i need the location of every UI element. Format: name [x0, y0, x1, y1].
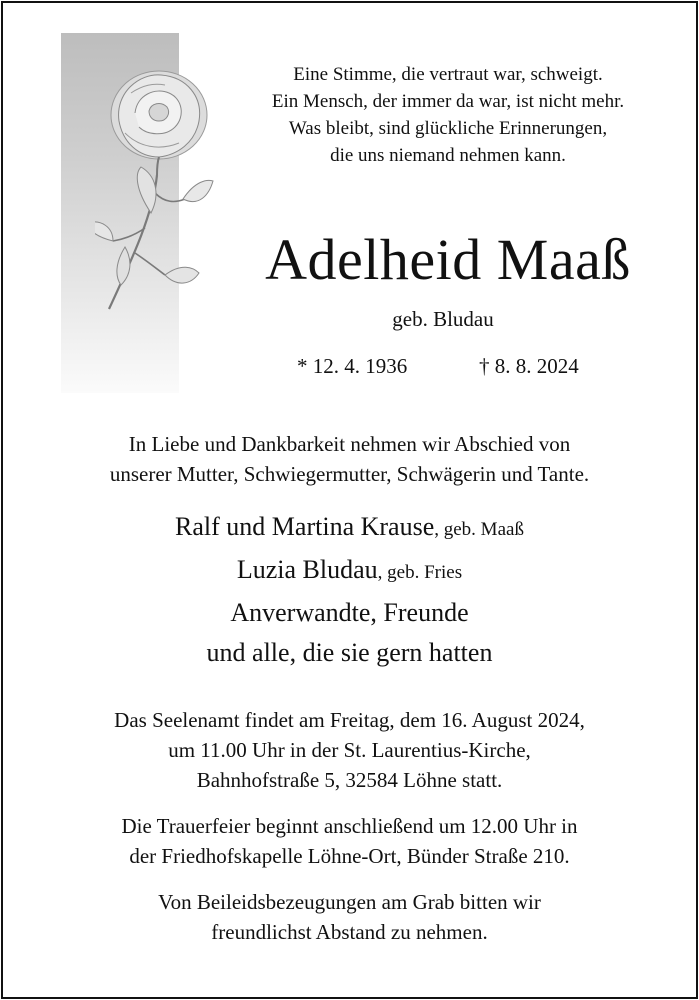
- funeral-details: [13, 811, 686, 871]
- farewell-line: In Liebe und Dankbarkeit nehmen wir Abschied von: [128, 432, 571, 456]
- mourners-list: [13, 507, 686, 673]
- farewell-line: unserer Mutter, Schwiegermutter, Schwägerin und Tante.: [109, 462, 590, 486]
- requiem-line: Das Seelenamt findet am Freitag, dem 16. August 2024,: [114, 708, 585, 732]
- condolence-request: [13, 887, 686, 947]
- rose-panel: [61, 33, 179, 393]
- rose-icon: [95, 63, 215, 323]
- mourner-line: und alle, die sie gern hatten: [206, 638, 493, 667]
- mourner-line: Anverwandte, Freunde: [230, 598, 469, 627]
- obituary-notice: [1, 1, 698, 999]
- poem: [223, 61, 673, 169]
- funeral-line: der Friedhofskapelle Löhne-Ort, Bünder Straße 210.: [129, 844, 570, 868]
- farewell-text: [13, 429, 686, 489]
- poem-line: Eine Stimme, die vertraut war, schweigt.: [293, 64, 603, 85]
- mourner-line: [13, 550, 686, 593]
- poem-line: Ein Mensch, der immer da war, ist nicht mehr.: [271, 91, 625, 112]
- requiem-details: [13, 705, 686, 795]
- deceased-name: Adelheid Maaß: [265, 227, 631, 292]
- requiem-line: Bahnhofstraße 5, 32584 Löhne statt.: [196, 768, 503, 792]
- mourner-maiden-name: , geb. Fries: [377, 562, 463, 583]
- poem-line: Was bleibt, sind glückliche Erinnerungen,: [288, 118, 608, 139]
- mourner-maiden-name: , geb. Maaß: [434, 519, 524, 540]
- mourner-name: Ralf und Martina Krause: [175, 512, 435, 541]
- birth-date: * 12. 4. 1936: [297, 354, 408, 378]
- mourner-name: Luzia Bludau: [236, 555, 378, 584]
- funeral-line: Die Trauerfeier beginnt anschließend um 12.00 Uhr in: [121, 814, 578, 838]
- maiden-name: geb. Bludau: [392, 307, 494, 331]
- requiem-line: um 11.00 Uhr in der St. Laurentius-Kirche,: [168, 738, 531, 762]
- poem-line: die uns niemand nehmen kann.: [330, 145, 566, 166]
- request-line: Von Beileidsbezeugungen am Grab bitten wir: [158, 890, 541, 914]
- death-date: † 8. 8. 2024: [479, 354, 579, 378]
- request-line: freundlichst Abstand zu nehmen.: [211, 920, 488, 944]
- mourner-line: [13, 507, 686, 550]
